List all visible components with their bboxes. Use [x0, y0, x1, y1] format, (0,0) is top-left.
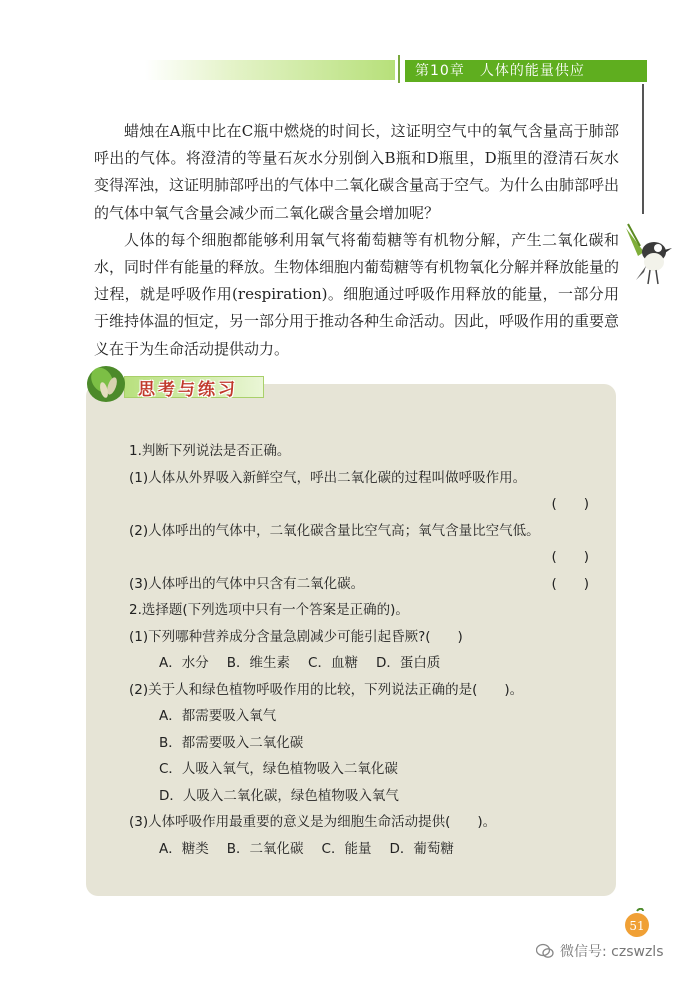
page-number: 51	[629, 919, 645, 933]
body-paragraph-1: 蜡烛在A瓶中比在C瓶中燃烧的时间长，这证明空气中的氧气含量高于肺部呼出的气体。将澄清的等量石灰水分别倒入B瓶和D瓶里，D瓶里的澄清石灰水变得浑浊，这证明肺部呼出的气体中二氧化碳含量高于空气。为什么由肺部呼出的气体中氧气含量会减少而二氧化碳含量会增加呢？	[94, 122, 620, 222]
section-banner	[86, 364, 268, 404]
q2-2-stem: (2)关于人和绿色植物呼吸作用的比较，下列说法正确的是( )。	[129, 681, 524, 698]
q2-3-stem: (3)人体呼吸作用最重要的意义是为细胞生命活动提供( )。	[129, 814, 497, 830]
exercise-content	[129, 438, 589, 862]
answer-paren: ( )	[551, 496, 589, 512]
q1-item-2-answer	[129, 544, 589, 571]
q1-item-3	[129, 571, 589, 598]
q2-1-options	[129, 650, 589, 677]
q2-heading: 2.选择题(下列选项中只有一个答案是正确的)。	[129, 602, 409, 618]
option: A．水分	[159, 655, 209, 671]
wechat-icon	[536, 943, 554, 959]
q2-1-stem: (1)下列哪种营养成分含量急剧减少可能引起昏厥?( )	[129, 628, 463, 645]
body-paragraph-2: 人体的每个细胞都能够利用氧气将葡萄糖等有机物分解，产生二氧化碳和水，同时伴有能量的释放。生物体细胞内葡萄糖等有机物氧化分解并释放能量的过程，就是呼吸作用(respiration)。细胞通过呼吸作用释放的能量，一部分用于维持体温的恒定，另一部分用于推动各种生命活动。因此，呼吸作用的重要意义在于为生命活动提供动力。	[94, 230, 620, 358]
answer-paren: ( )	[551, 575, 589, 592]
q2-2-option-c: C．人吸入氧气，绿色植物吸入二氧化碳	[159, 761, 398, 777]
side-rule	[642, 84, 644, 214]
header-divider	[398, 55, 400, 83]
option: B．二氧化碳	[226, 840, 304, 857]
q2-2-option-b: B．都需要吸入二氧化碳	[159, 734, 304, 751]
option: B．维生素	[226, 655, 291, 671]
option: C．血糖	[308, 655, 358, 671]
q1-item-1-answer	[129, 491, 589, 518]
q1-heading: 1.判断下列说法是否正确。	[129, 443, 291, 459]
option: C．能量	[321, 840, 372, 857]
watermark-text: 微信号: czswzls	[560, 944, 664, 960]
option: D．蛋白质	[375, 655, 441, 671]
option: D．葡萄糖	[389, 840, 454, 857]
answer-paren: ( )	[551, 549, 589, 565]
option: A．糖类	[159, 840, 209, 857]
page-number-badge	[622, 908, 652, 938]
q2-2-option-d: D．人吸入二氧化碳，绿色植物吸入氧气	[159, 787, 399, 804]
leaf-cocoon-icon	[86, 364, 130, 404]
watermark	[536, 941, 664, 961]
q2-2-option-a: A．都需要吸入氧气	[159, 708, 277, 724]
q1-item-3-text: (3)人体呼出的气体中只含有二氧化碳。	[129, 575, 365, 592]
q2-3-options	[129, 836, 589, 863]
body-text	[94, 118, 619, 363]
q1-item-2: (2)人体呼出的气体中，二氧化碳含量比空气高；氧气含量比空气低。	[129, 522, 540, 539]
header-gradient-bar	[145, 60, 395, 80]
bird-illustration-icon	[624, 222, 676, 286]
chapter-title: 第10章 人体的能量供应	[405, 60, 647, 82]
q1-item-1: (1)人体从外界吸入新鲜空气，呼出二氧化碳的过程叫做呼吸作用。	[129, 469, 527, 486]
exercise-title: 思考与练习	[138, 380, 238, 400]
